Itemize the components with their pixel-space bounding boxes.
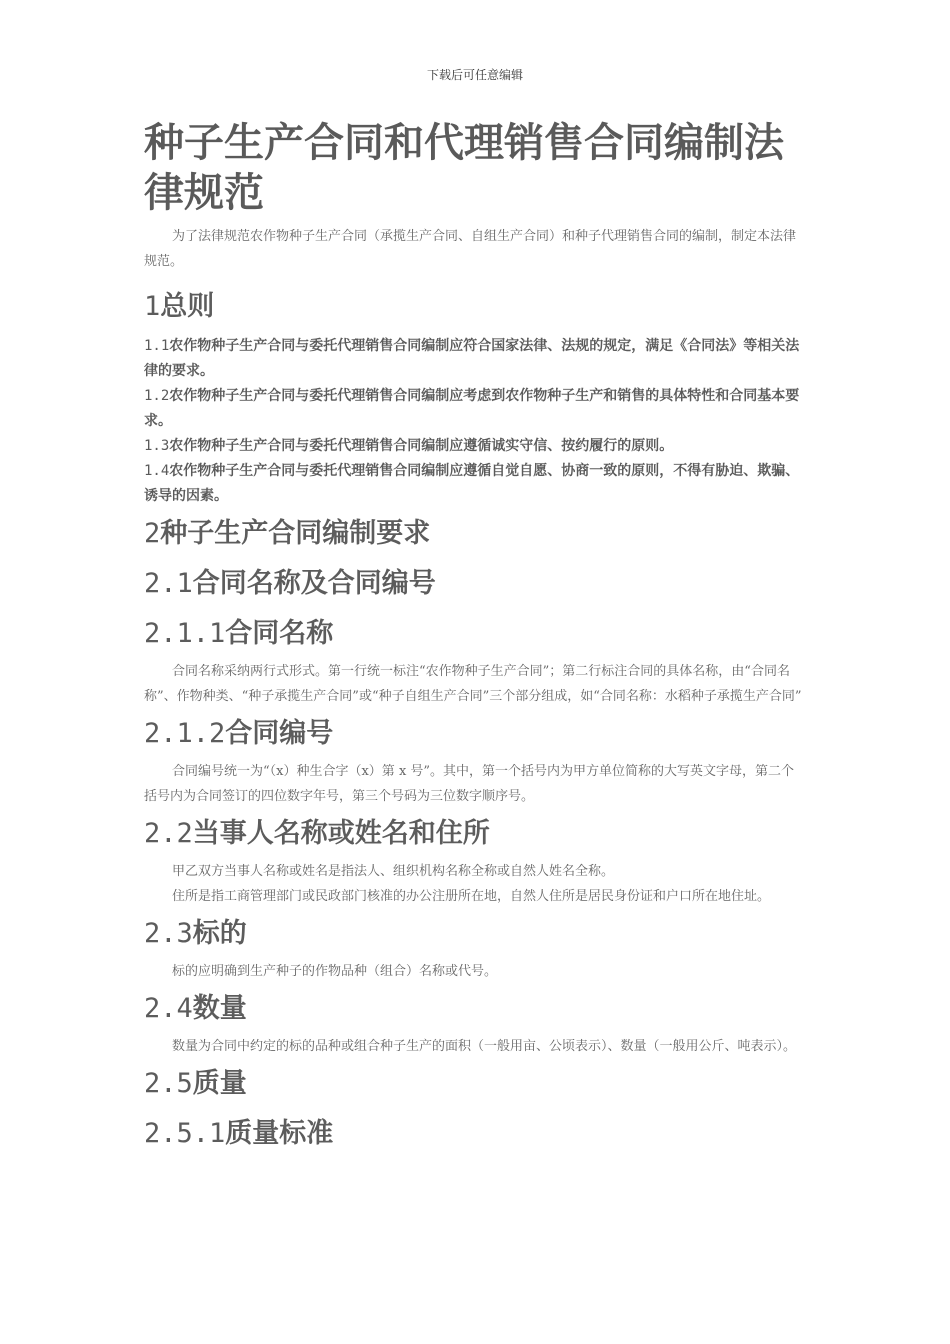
section-1-heading	[144, 282, 806, 332]
clause-1-3: 1.3农作物种子生产合同与委托代理销售合同编制应遵循诚实守信、按约履行的原则。	[144, 438, 674, 454]
section-2-4-text: 数量为合同中约定的标的品种或组合种子生产的面积（一般用亩、公顷表示）、数量（一般用公斤、吨表示）。	[172, 1039, 797, 1054]
section-2-2-text-2: 住所是指工商管理部门或民政部门核准的办公注册所在地，自然人住所是居民身份证和户口所在地住址。	[172, 889, 771, 904]
section-title: 总则	[160, 291, 215, 322]
section-2-1-1-text: 合同名称采纳两行式形式。第一行统一标注“农作物种子生产合同”；第二行标注合同的具体名称，由“合同名称”、作物种类、“种子承揽生产合同”或“种子自组生产合同”三个部分组成，如“合同名称：水稻种子承揽生产合同”	[144, 664, 802, 704]
section-2-3-text: 标的应明确到生产种子的作物品种（组合）名称或代号。	[172, 964, 498, 979]
section-number: 1	[144, 291, 161, 322]
clause-1-4: 1.4农作物种子生产合同与委托代理销售合同编制应遵循自觉自愿、协商一致的原则，不得有胁迫、欺骗、诱导的因素。	[144, 463, 800, 504]
header-note: 下载后可任意编辑	[426, 68, 523, 82]
section-1-items	[144, 334, 806, 509]
clause-1-1: 1.1农作物种子生产合同与委托代理销售合同编制应符合国家法律、法规的规定，满足《合同法》等相关法律的要求。	[144, 338, 800, 379]
section-2-5-heading: 2.5质量	[144, 1068, 247, 1099]
intro-paragraph: 为了法律规范农作物种子生产合同（承揽生产合同、自组生产合同）和种子代理销售合同的编制，制定本法律规范。	[144, 229, 797, 269]
section-2-1-2-heading: 2.1.2合同编号	[144, 718, 334, 749]
document-title: 种子生产合同和代理销售合同编制法律规范	[144, 120, 784, 216]
section-2-2-heading: 2.2当事人名称或姓名和住所	[144, 818, 490, 849]
clause-1-2: 1.2农作物种子生产合同与委托代理销售合同编制应考虑到农作物种子生产和销售的具体特性和合同基本要求。	[144, 388, 800, 429]
section-2-3-heading: 2.3标的	[144, 918, 247, 949]
section-2-2-text-1: 甲乙双方当事人名称或姓名是指法人、组织机构名称全称或自然人姓名全称。	[172, 864, 615, 879]
section-2-4-heading: 2.4数量	[144, 993, 247, 1024]
section-2-1-heading: 2.1合同名称及合同编号	[144, 568, 436, 599]
section-2-1-1-heading: 2.1.1合同名称	[144, 618, 334, 649]
section-2-heading: 2种子生产合同编制要求	[144, 518, 431, 549]
section-2-5-1-heading: 2.5.1质量标准	[144, 1118, 334, 1149]
document-body	[144, 118, 806, 1159]
section-2-1-2-text: 合同编号统一为“（x）种生合字（x）第 x 号”。其中，第一个括号内为甲方单位简称的大写英文字母，第二个括号内为合同签订的四位数字年号，第三个号码为三位数字顺序号。	[144, 764, 795, 804]
